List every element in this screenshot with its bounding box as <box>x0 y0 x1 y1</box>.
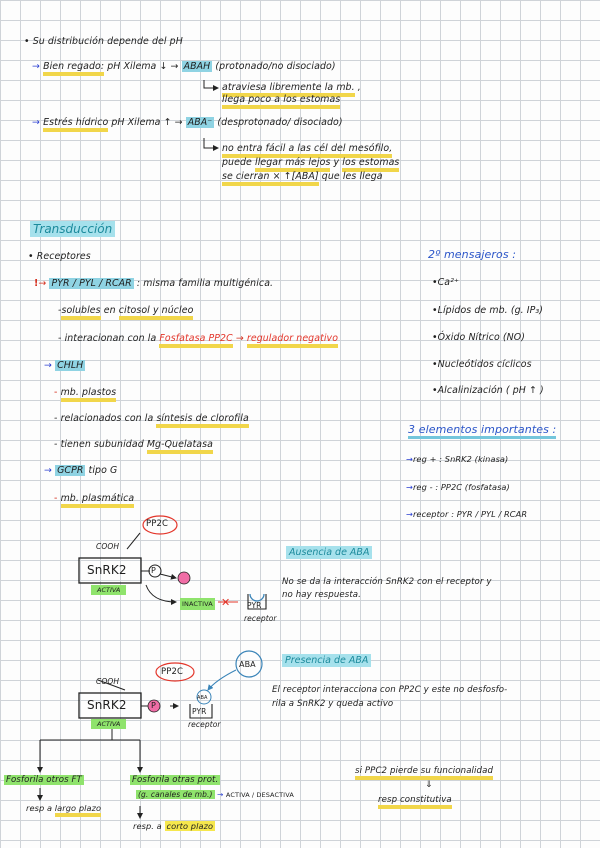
aba-small-label: ABA <box>197 695 208 701</box>
warning-icon: ! <box>34 278 39 289</box>
pyr-line: !→ PYR / PYL / RCAR : misma familia multigénica. <box>34 278 274 289</box>
ausencia-text-1: No se da la interacción SnRK2 con el receptor y <box>282 577 492 587</box>
ph-high-text: pH Xilema ↑ → <box>111 117 183 128</box>
p-label-2: P <box>151 701 156 710</box>
resp-constitutiva: resp constitutiva <box>378 794 452 806</box>
ph-distribution-line: • Su distribución depende del pH <box>24 36 183 47</box>
snrk2-label-1: SnRK2 <box>87 563 127 577</box>
ausencia-title: Ausencia de ABA <box>286 546 372 559</box>
segundos-item-4: •Alcalinización ( pH ↑ ) <box>432 385 544 396</box>
canales-mb: (g. canales de mb.) → ACTIVA / DESACTIVA <box>138 790 294 799</box>
p-label-1: P <box>151 566 156 575</box>
inactiva-badge: INACTIVA <box>182 600 213 608</box>
elementos-item-0: →reg + : SnRK2 (kinasa) <box>406 454 509 464</box>
snrk2-label-2: SnRK2 <box>87 698 127 712</box>
activa-badge-1: ACTIVA <box>91 585 126 595</box>
resp-largo: resp a largo plazo <box>26 802 101 814</box>
aba-note-1: no entra fácil a las cél del mesófilo, <box>222 143 392 155</box>
elementos-item-2: →receptor : PYR / PYL / RCAR <box>406 509 528 519</box>
presencia-text-1: El receptor interacciona con PP2C y este no desfosfo- <box>272 685 508 695</box>
interaccion-line: - interacionan con la Fosfatasa PP2C → regulador negativo <box>58 333 338 345</box>
segundos-item-1: •Lípidos de mb. (g. IP₃) <box>432 305 544 316</box>
arrow-icon: → <box>32 117 40 128</box>
arrow-icon: → <box>32 61 40 72</box>
gcpr-tag: GCPR <box>57 465 84 476</box>
chlh-tag: CHLH <box>57 360 84 371</box>
aba-label: ABA <box>239 660 256 669</box>
fosforila-ft: Fosforila otros FT <box>6 775 82 785</box>
abah-tag: ABAH <box>183 61 211 72</box>
pp2c-funcionalidad: si PPC2 pierde su funcionalidad <box>355 765 493 777</box>
aba-desc: (desprotonado/ disociado) <box>217 117 343 128</box>
pyr-label-1: PYR <box>247 601 262 610</box>
pp2c-label-1: PP2C <box>146 519 168 529</box>
segundos-item-3: •Nucleótidos cíclicos <box>432 359 532 370</box>
receptor-label-1: receptor <box>244 614 277 623</box>
elementos-title: 3 elementos importantes : <box>408 424 556 439</box>
transduccion-title: Transducción <box>30 221 115 237</box>
abah-note-1: atraviesa libremente la mb. , <box>222 82 361 94</box>
abah-desc: (protonado/no disociado) <box>215 61 336 72</box>
ph-low-text: pH Xilema ↓ → <box>107 61 179 72</box>
presencia-text-2: rila a SnRK2 y queda activo <box>272 699 394 709</box>
down-arrow-icon: ⇓ <box>425 780 433 790</box>
abah-note-2: llega poco a los estomas <box>222 94 340 106</box>
elementos-item-1: →reg - : PP2C (fosfatasa) <box>406 482 510 492</box>
gcpr-mb-plasmatica: - mb. plasmática <box>54 493 134 505</box>
pyr-tag: PYR / PYL / RCAR <box>51 278 132 289</box>
fosforila-prot: Fosforila otras prot. <box>132 775 219 785</box>
bien-regado-label: Bien regado: <box>43 61 104 76</box>
aba-note-2: puede llegar más lejos y los estomas <box>222 157 399 169</box>
chlh-line: → CHLH <box>44 360 84 371</box>
pp2c-label-2: PP2C <box>161 667 183 677</box>
chlh-mg: - tienen subunidad Mg-Quelatasa <box>54 439 213 451</box>
pyr-label-2: PYR <box>192 707 207 716</box>
receptores-heading: • Receptores <box>28 251 91 262</box>
activa-badge-2: ACTIVA <box>91 719 126 729</box>
svg-text:✕: ✕ <box>221 596 231 609</box>
segundos-item-2: •Óxido Nítrico (NO) <box>432 332 525 343</box>
ausencia-text-2: no hay respuesta. <box>282 590 361 600</box>
phosphate-pink-1 <box>178 572 190 584</box>
segundos-item-0: •Ca²⁺ <box>432 277 460 288</box>
solubles-line: -solubles en citosol y núcleo <box>58 305 193 317</box>
presencia-title: Presencia de ABA <box>282 654 371 667</box>
cooh-label-1: COOH <box>96 542 120 551</box>
aba-tag: ABA⁻ <box>187 117 213 128</box>
chlh-mb-plastos: - mb. plastos <box>54 387 116 399</box>
cooh-label-2: COOH <box>96 677 120 686</box>
gcpr-line: → GCPR tipo G <box>44 465 118 476</box>
estres-label: Estrés hídrico <box>43 117 108 132</box>
resp-corto: resp. a corto plazo <box>133 821 214 831</box>
receptor-label-2: receptor <box>188 720 221 729</box>
aba-note-3: se cierran × ↑[ABA] que les llega <box>222 171 383 183</box>
segundos-title: 2º mensajeros : <box>428 248 517 261</box>
chlh-clorofila: - relacionados con la síntesis de clorofila <box>54 413 249 425</box>
